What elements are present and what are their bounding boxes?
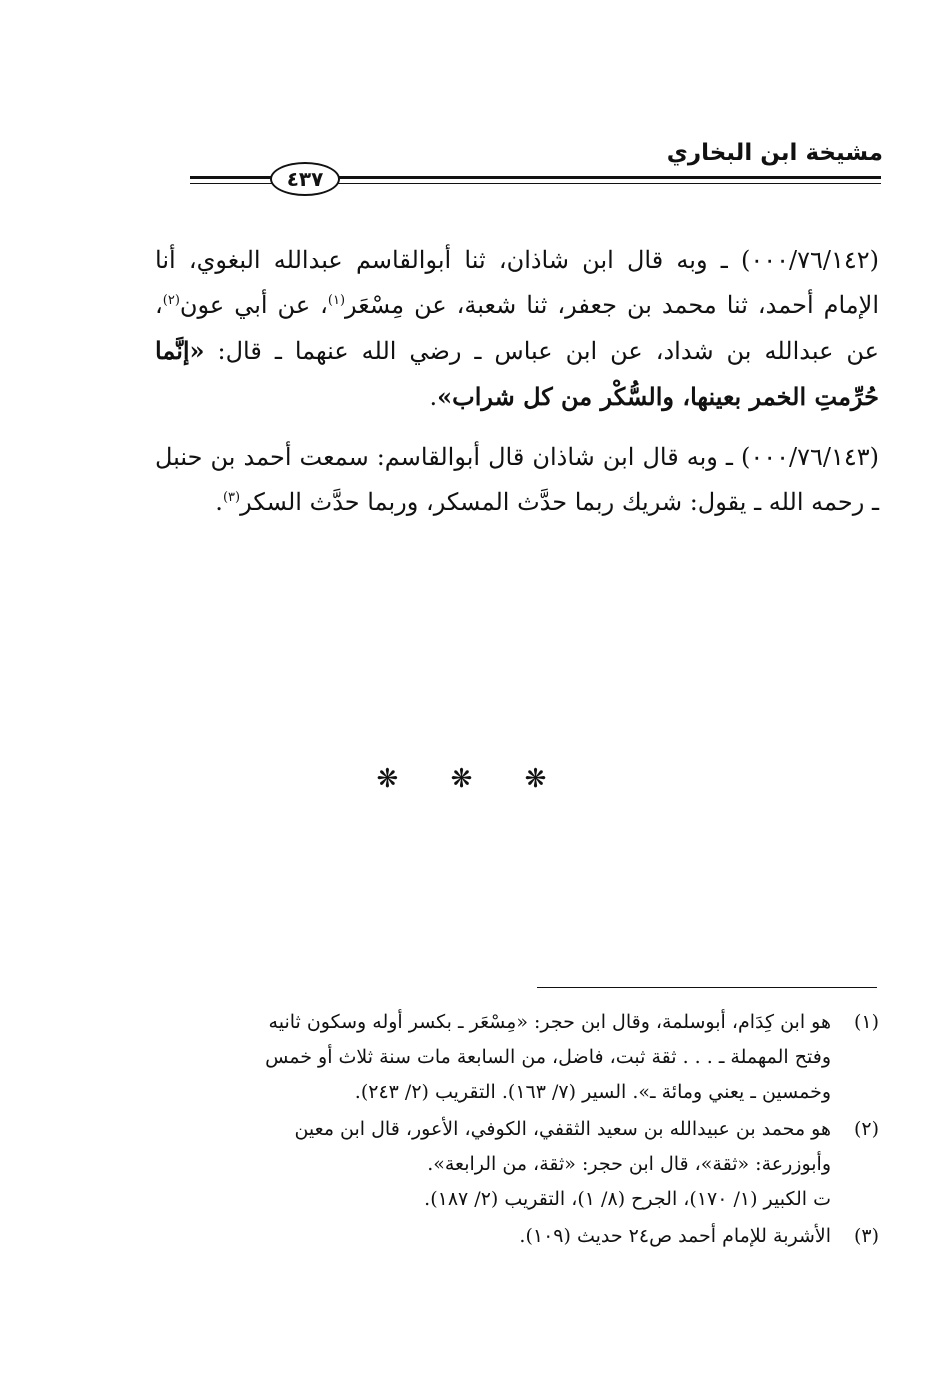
footnote-line: الأشربة للإمام أحمد ص٢٤ حديث (١٠٩). <box>519 1225 831 1247</box>
footnote-ref[interactable]: (١) <box>327 293 346 308</box>
footnote <box>155 1005 879 1110</box>
footnote-line: وأبوزرعة: «ثقة»، قال ابن حجر: «ثقة، من الرابعة». <box>427 1153 831 1175</box>
footnote-number: (٢) <box>853 1118 879 1140</box>
footnote <box>155 1112 879 1217</box>
text-line: ، <box>320 291 328 319</box>
text-line: (٠٠٠/٧٦/١٤٢) ـ وبه قال ابن شاذان، ثنا أبوالقاسم عبدالله <box>273 246 879 274</box>
header-rule-thin <box>336 183 881 184</box>
text-line: . <box>429 383 438 411</box>
text-line: عنهما ـ قال: <box>204 337 349 365</box>
text-line: أحمد بن حنبل ـ رحمه الله ـ يقول: شريك ربما حدَّث المسكر، وربما <box>155 443 879 516</box>
text-line: ، عن عبدالله بن شداد، عن ابن عباس ـ رضي الله <box>155 291 879 365</box>
footnote-ref[interactable]: (٢) <box>162 293 180 308</box>
footnote-line: ت الكبير (١/ ١٧٠)، الجرح (٨/ ١)، التقريب (٢/ ١٨٧). <box>424 1188 831 1210</box>
footnotes <box>155 1005 879 1256</box>
hadith-quote: «إنَّما حُرِّمتِ الخمر بعينها، والسُّكْر من كل شراب» <box>155 336 879 411</box>
text-line: (٠٠٠/٧٦/١٤٣) ـ وبه قال ابن شاذان قال أبوالقاسم: سمعت <box>299 443 879 471</box>
running-title: مشيخة ابن البخاري <box>666 140 883 166</box>
page-number: ٤٣٧ <box>270 162 340 196</box>
footnote-line: هو ابن كِدَام، أبوسلمة، وقال ابن حجر: «مِسْعَر ـ بكسر أوله وسكون ثانيه <box>268 1011 831 1033</box>
footnote-number: (١) <box>853 1011 879 1033</box>
text-line: عن أبي عون <box>179 291 311 319</box>
footnote <box>155 1219 879 1254</box>
header-rule-left-thick <box>190 176 276 179</box>
hadith-paragraph <box>155 238 879 420</box>
hadith-paragraph <box>155 435 879 525</box>
header-rule-left-thin <box>190 183 276 184</box>
footnote-line: هو محمد بن عبيدالله بن سعيد الثقفي، الكوفي، الأعور، قال ابن معين <box>294 1118 831 1140</box>
footnote-number: (٣) <box>853 1225 879 1247</box>
footnote-line: وخمسين ـ يعني ومائة ـ». السير (٧/ ١٦٣). التقريب (٢/ ٢٤٣). <box>354 1081 831 1103</box>
text-line: البغوي، أنا الإمام أحمد، ثنا محمد بن جعفر، ثنا شعبة، عن مِسْعَر <box>155 246 879 319</box>
header-rule-thick <box>336 176 881 179</box>
footnote-line: وفتح المهملة ـ . . . ثقة ثبت، فاضل، من السابعة مات سنة ثلاث أو خمس <box>265 1046 831 1068</box>
text-line: . <box>215 488 223 516</box>
footnote-divider <box>537 987 877 988</box>
section-separator: ❋ ❋ ❋ <box>376 764 569 794</box>
footnote-ref[interactable]: (٣) <box>222 490 241 505</box>
main-text <box>155 238 879 540</box>
text-line: حدَّث السكر <box>240 488 360 516</box>
